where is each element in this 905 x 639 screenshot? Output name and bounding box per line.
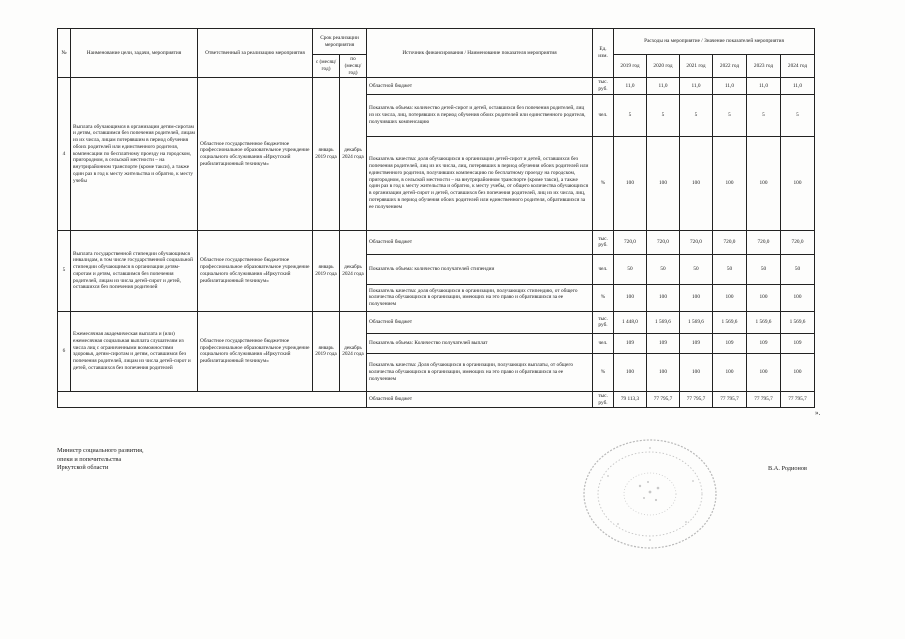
year-value: 100 <box>614 353 647 391</box>
total-unit: тыс. руб. <box>593 391 614 408</box>
header-number: № <box>58 29 71 78</box>
year-value: 109 <box>680 333 713 353</box>
year-value: 720,0 <box>781 230 815 254</box>
year-value: 11,0 <box>781 78 815 95</box>
source-or-indicator: Областной бюджет <box>367 78 593 95</box>
year-value: 720,0 <box>647 230 680 254</box>
year-value: 1 569,6 <box>680 311 713 333</box>
position-line: Иркутской области <box>57 464 109 471</box>
unit-cell: чел. <box>593 333 614 353</box>
year-value: 11,0 <box>680 78 713 95</box>
year-value: 11,0 <box>747 78 781 95</box>
measure-name: Ежемесячная академическая выплата и (или) ежемесячная социальная выплата слушателям из числа лиц с ограниченными возможностями здоровья, детям-сиротам и детям, оставшимся без попечения родителей, лицам из числа детей-сирот и детей, оставшихся без попечения родителей <box>71 311 198 391</box>
term-to: декабрь 2024 года <box>340 311 367 391</box>
header-expenses: Расходы на мероприятие / Значение показателей мероприятия <box>614 29 815 55</box>
year-value: 100 <box>781 136 815 230</box>
position-line: Министр социального развития, <box>57 447 144 454</box>
source-or-indicator: Областной бюджет <box>367 230 593 254</box>
position-line: опеки и попечительства <box>57 455 122 463</box>
header-term-from: с (месяц/ год) <box>313 55 340 78</box>
year-value: 100 <box>680 353 713 391</box>
year-value: 720,0 <box>747 230 781 254</box>
year-value: 100 <box>713 284 747 311</box>
term-to: декабрь 2024 года <box>340 78 367 231</box>
header-term-to: по (месяц/ год) <box>340 55 367 78</box>
header-year: 2024 год <box>781 55 815 78</box>
source-or-indicator: Показатель объема: Количество получателей выплат <box>367 333 593 353</box>
unit-cell: тыс. руб. <box>593 230 614 254</box>
header-unit: Ед. изм. <box>593 29 614 78</box>
year-value: 109 <box>781 333 815 353</box>
total-value: 77 795,7 <box>781 391 815 408</box>
year-value: 100 <box>647 353 680 391</box>
unit-cell: чел. <box>593 254 614 284</box>
year-value: 11,0 <box>647 78 680 95</box>
year-value: 100 <box>713 136 747 230</box>
year-value: 100 <box>747 136 781 230</box>
header-year: 2021 год <box>680 55 713 78</box>
term-from: январь 2019 года <box>313 78 340 231</box>
responsible-body: Областное государственное бюджетное профессиональное образовательное учреждение социального обслуживания «Иркутский реабилитационный техникум» <box>198 78 313 231</box>
unit-cell: тыс. руб. <box>593 78 614 95</box>
year-value: 1 569,6 <box>647 311 680 333</box>
responsible-body: Областное государственное бюджетное профессиональное образовательное учреждение социального обслуживания «Иркутский реабилитационный техникум» <box>198 311 313 391</box>
year-value: 5 <box>747 94 781 136</box>
year-value: 720,0 <box>680 230 713 254</box>
table-row <box>58 78 815 95</box>
table-row <box>58 311 815 333</box>
year-value: 11,0 <box>713 78 747 95</box>
header-responsible: Ответственный за реализацию мероприятия <box>198 29 313 78</box>
source-or-indicator: Показатель объема: количество детей-сирот и детей, оставшихся без попечения родителей, лиц из их числа, лиц, потерявших в период обучения обоих родителей или единственного родителя, получивших компенсацию <box>367 94 593 136</box>
source-or-indicator: Показатель качества: доля обучающихся в организации детей-сирот и детей, оставшихся без попечения родителей, лиц из их числа, лиц, потерявших в период обучения обоих родителей или единственного родителя, получивших компенсацию по бесплатному проезду на городском, пригородном, в сельской местности – на внутрирайонном транспорте (кроме такси), а также один раз в год к месту жительства и обратно, к месту учебы, от общего количества обучающихся в организации детей-сирот и детей, оставшихся без попечения родителей, лиц из их числа, лиц, потерявших в период обучения обоих родителей или единственного родителя, обратившихся за ее получением <box>367 136 593 230</box>
source-or-indicator: Показатель качества: доля обучающихся в организации, получающих стипендию, от общего количества обучающихся в организации, имеющих на это право и обратившихся за ее получением <box>367 284 593 311</box>
year-value: 100 <box>747 284 781 311</box>
year-value: 100 <box>614 136 647 230</box>
program-table <box>57 28 815 408</box>
year-value: 109 <box>713 333 747 353</box>
closing-quote-mark: ». <box>815 409 821 417</box>
year-value: 50 <box>713 254 747 284</box>
header-year: 2022 год <box>713 55 747 78</box>
measure-number: 5 <box>58 230 71 311</box>
year-value: 11,0 <box>614 78 647 95</box>
total-value: 77 795,7 <box>713 391 747 408</box>
header-name: Наименование цели, задачи, мероприятия <box>71 29 198 78</box>
year-value: 720,0 <box>713 230 747 254</box>
header-year: 2019 год <box>614 55 647 78</box>
year-value: 50 <box>614 254 647 284</box>
year-value: 100 <box>781 353 815 391</box>
total-row <box>58 391 815 408</box>
unit-cell: % <box>593 353 614 391</box>
year-value: 5 <box>614 94 647 136</box>
year-value: 50 <box>747 254 781 284</box>
header-term: Срок реализации мероприятия <box>313 29 367 55</box>
table-body <box>58 78 815 408</box>
year-value: 100 <box>614 284 647 311</box>
year-value: 100 <box>680 284 713 311</box>
official-seal-stamp <box>578 436 728 556</box>
total-value: 79 113,3 <box>614 391 647 408</box>
year-value: 100 <box>647 284 680 311</box>
year-value: 1 569,6 <box>747 311 781 333</box>
year-value: 100 <box>647 136 680 230</box>
year-value: 1 569,6 <box>713 311 747 333</box>
unit-cell: чел. <box>593 94 614 136</box>
signatory-name: В.А. Родионов <box>768 465 807 472</box>
year-value: 5 <box>781 94 815 136</box>
year-value: 5 <box>680 94 713 136</box>
year-value: 50 <box>647 254 680 284</box>
unit-cell: % <box>593 136 614 230</box>
year-value: 100 <box>781 284 815 311</box>
responsible-body: Областное государственное бюджетное профессиональное образовательное учреждение социального обслуживания «Иркутский реабилитационный техникум» <box>198 230 313 311</box>
empty-cell <box>58 391 367 408</box>
year-value: 50 <box>680 254 713 284</box>
header-year: 2023 год <box>747 55 781 78</box>
source-or-indicator: Показатель качества: Доля обучающихся в организации, получающих выплаты, от общего количества обучающихся в организации, имеющих на это право и обратившихся за ее получением <box>367 353 593 391</box>
year-value: 1 569,6 <box>781 311 815 333</box>
year-value: 100 <box>713 353 747 391</box>
year-value: 720,0 <box>614 230 647 254</box>
year-value: 109 <box>614 333 647 353</box>
measure-name: Выплата государственной стипендии обучающимся инвалидам, в том числе государственной социальной стипендии обучающимся в организации детям-сиротам и детям, оставшимся без попечения родителей, лицам из числа детей-сирот и детей, оставшихся без попечения родителей <box>71 230 198 311</box>
total-value: 77 795,7 <box>647 391 680 408</box>
source-or-indicator: Показатель объема: количество получателей стипендии <box>367 254 593 284</box>
term-from: январь 2019 года <box>313 230 340 311</box>
signature-position <box>57 447 144 473</box>
source-or-indicator: Областной бюджет <box>367 311 593 333</box>
total-value: 77 795,7 <box>747 391 781 408</box>
term-to: декабрь 2024 года <box>340 230 367 311</box>
year-value: 5 <box>647 94 680 136</box>
year-value: 109 <box>747 333 781 353</box>
year-value: 1 448,0 <box>614 311 647 333</box>
year-value: 100 <box>680 136 713 230</box>
total-source: Областной бюджет <box>367 391 593 408</box>
table-row <box>58 230 815 254</box>
year-value: 5 <box>713 94 747 136</box>
table-header <box>58 29 815 78</box>
measure-number: 6 <box>58 311 71 391</box>
header-source: Источник финансирования / Наименование показателя мероприятия <box>367 29 593 78</box>
measure-number: 4 <box>58 78 71 231</box>
term-from: январь 2019 года <box>313 311 340 391</box>
year-value: 50 <box>781 254 815 284</box>
unit-cell: тыс. руб. <box>593 311 614 333</box>
header-year: 2020 год <box>647 55 680 78</box>
year-value: 109 <box>647 333 680 353</box>
year-value: 100 <box>747 353 781 391</box>
total-value: 77 795,7 <box>680 391 713 408</box>
measure-name: Выплата обучающимся в организации детям-сиротам и детям, оставшимся без попечения родителей, лицам из их числа, лицам потерявшим в период обучения обоих родителей или единственного родителя, компенсации по бесплатному проезду на городском, пригородном, в сельской местности – на внутрирайонном транспорте (кроме такси), а также один раз в год к месту жительства и обратно, к месту учебы <box>71 78 198 231</box>
unit-cell: % <box>593 284 614 311</box>
